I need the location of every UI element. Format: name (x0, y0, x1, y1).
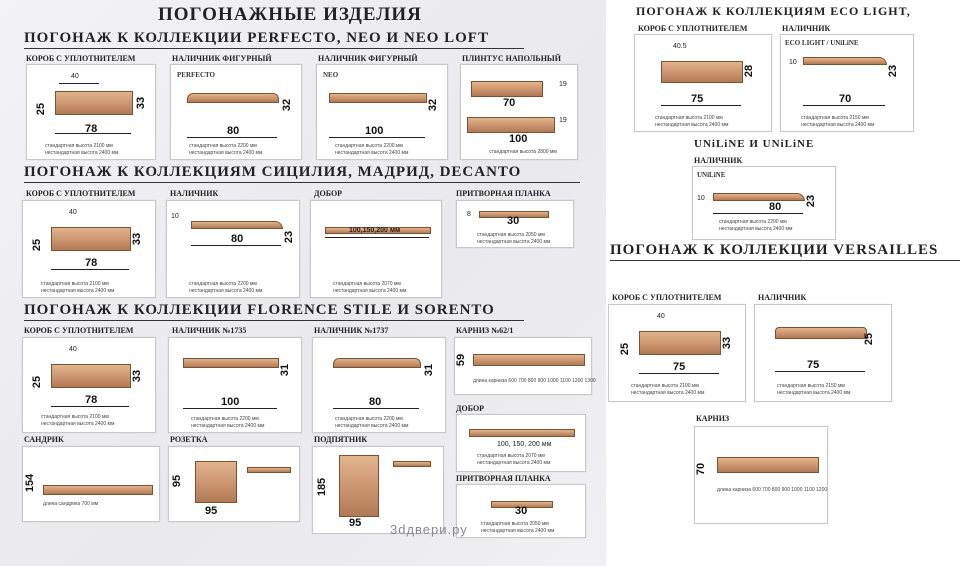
nal-ecolight-card (780, 34, 914, 132)
box-profile-card (634, 34, 772, 132)
dim-line (329, 137, 425, 138)
sandrik-label: САНДРИК (24, 435, 64, 444)
box-profile-shape (639, 331, 721, 355)
note-nonstandard: нестандартная высота 2400 мм (191, 423, 265, 429)
karniz-card (694, 426, 828, 524)
nal-sub: ECO LIGHT / UNiLiNE (785, 39, 859, 47)
nal-label: НАЛИЧНИК №1737 (314, 326, 389, 335)
box-label: КОРОБ С УПЛОТНИТЕЛЕМ (26, 189, 136, 198)
dim-line (191, 245, 281, 246)
rozetka-label: РОЗЕТКА (170, 435, 208, 444)
dim-height: 32 (281, 98, 294, 112)
plank-card (456, 200, 574, 248)
nal-1737-card (312, 337, 446, 433)
karniz-label: КАРНИЗ №62/1 (456, 326, 514, 335)
note-nonstandard: нестандартная высота 2400 мм (777, 390, 851, 396)
note-standard: стандартная высота 2050 мм (481, 521, 549, 527)
note-standard: стандартная высота 2150 мм (777, 383, 845, 389)
dim-width: 70 (503, 97, 516, 109)
dobor-shape (469, 429, 575, 437)
rozetka-shape (195, 461, 237, 503)
dim-height: 33 (721, 336, 734, 350)
dim-thickness: 10 (171, 213, 179, 220)
dim-depth: 25 (619, 342, 632, 356)
dim-line (51, 269, 129, 270)
dim-line (59, 83, 99, 84)
dobor-label: ДОБОР (456, 404, 485, 413)
podpyat-card (312, 446, 444, 534)
note-nonstandard: нестандартная высота 2400 мм (333, 288, 407, 294)
section-uniline-title: UNiLiNE И UNiLiNE (694, 138, 815, 150)
dim-width: 100, 150, 200 мм (497, 441, 552, 448)
note-nonstandard: нестандартная высота 2400 мм (719, 226, 793, 232)
note-standard: стандартная высота 2100 мм (655, 115, 723, 121)
plinth-shape-70 (471, 81, 543, 97)
karniz-shape (473, 354, 585, 366)
karniz-lengths: длина карниза 600 700 800 900 1000 1100 1200 (717, 487, 828, 493)
dim-width: 30 (507, 215, 520, 227)
nal-label: НАЛИЧНИК (170, 189, 219, 198)
dim-thickness: 10 (789, 59, 797, 66)
section-ecolight-title: ПОГОНАЖ К КОЛЛЕКЦИЯМ ECO LIGHT, (636, 4, 911, 18)
box-profile-card (22, 200, 156, 298)
note-nonstandard: нестандартная высота 2400 мм (189, 288, 263, 294)
note-nonstandard: нестандартная высота 2400 мм (41, 288, 115, 294)
dim-width: 100,150,200 мм (349, 227, 401, 234)
dim-width: 75 (673, 361, 686, 373)
nal-label: НАЛИЧНИК (782, 24, 831, 33)
dim-height: 95 (171, 474, 184, 488)
karniz-lengths: длина карниза 600 700 800 900 1000 1100 1200 1300 (473, 378, 596, 384)
dim-width: 75 (691, 93, 704, 105)
dim-width: 30 (515, 505, 528, 517)
dim-thickness: 8 (467, 211, 471, 218)
note-standard: стандартная высота 2100 мм (45, 143, 113, 149)
dobor-card (456, 414, 586, 472)
note-standard: стандартная высота 2050 мм (477, 232, 545, 238)
note-standard: стандартная высота 2100 мм (41, 281, 109, 287)
podpyat-label: ПОДПЯТНИК (314, 435, 368, 444)
dobor-label: ДОБОР (314, 189, 343, 198)
dim-width: 80 (769, 201, 782, 213)
plank-label: ПРИТВОРНАЯ ПЛАНКА (456, 474, 551, 483)
sandrik-card (22, 446, 160, 522)
box-label: КОРОБ С УПЛОТНИТЕЛЕМ (26, 54, 136, 63)
nal-label: НАЛИЧНИК ФИГУРНЫЙ (172, 54, 272, 63)
nal-shape (187, 93, 279, 103)
nal-perfecto-card (170, 64, 302, 160)
nal-shape (803, 57, 887, 65)
watermark: 3dдвери.ру (390, 522, 468, 537)
dim-height: 25 (863, 332, 876, 346)
dim-width: 80 (369, 396, 382, 408)
section-rule (24, 182, 580, 183)
nal-neo-card (316, 64, 448, 160)
dim-height: 70 (695, 462, 708, 476)
section-florence-title: ПОГОНАЖ К КОЛЛЕКЦИИ FLORENCE STILE И SORENTO (24, 302, 495, 318)
section-rule (24, 48, 524, 49)
dim-thickness: 10 (697, 195, 705, 202)
dim-width: 100 (221, 396, 240, 408)
note-standard: стандартная высота 2200 мм (335, 143, 403, 149)
note-standard: стандартная высота 2070 мм (477, 453, 545, 459)
dim-line (187, 137, 277, 138)
dim-width: 75 (807, 359, 820, 371)
note-nonstandard: нестандартная высота 2400 мм (41, 421, 115, 427)
note-nonstandard: нестандартная высота 2400 мм (477, 239, 551, 245)
box-label: КОРОБ С УПЛОТНИТЕЛЕМ (638, 24, 748, 33)
dim-line (661, 105, 741, 106)
dim-line (803, 105, 885, 106)
box-profile-card (608, 304, 746, 402)
dim-width: 95 (349, 517, 362, 529)
nal-label: НАЛИЧНИК №1735 (172, 326, 247, 335)
dim-height: 31 (423, 363, 436, 377)
sandrik-length: длина сандрика 700 мм (43, 501, 99, 507)
nal-shape (713, 193, 805, 201)
dim-height: 59 (455, 353, 468, 367)
nal-shape (775, 327, 867, 339)
dim-line (325, 237, 429, 238)
note-standard: стандартная высота 2200 мм (719, 219, 787, 225)
plinth-shape-100 (467, 117, 555, 133)
note-standard: стандартная высота 2800 мм (489, 149, 557, 155)
dim-height: 23 (283, 230, 296, 244)
nal-uniline-card (692, 166, 836, 240)
plinth-label: ПЛИНТУС НАПОЛЬНЫЙ (462, 54, 562, 63)
dim-width: 80 (231, 233, 244, 245)
section-perfecto-title: ПОГОНАЖ К КОЛЛЕКЦИИ PERFECTO, NEO И NEO LOFT (24, 30, 489, 46)
note-nonstandard: нестандартная высота 2400 мм (335, 423, 409, 429)
dim-height: 19 (559, 117, 567, 124)
note-nonstandard: нестандартная высота 2400 мм (481, 528, 555, 534)
note-nonstandard: нестандартная высота 2400 мм (801, 122, 875, 128)
plinth-card (460, 64, 578, 160)
podpyat-side-shape (393, 461, 431, 467)
box-profile-shape (51, 364, 131, 388)
note-nonstandard: нестандартная высота 2400 мм (631, 390, 705, 396)
dim-line (775, 371, 865, 372)
dim-height: 33 (135, 96, 148, 110)
nal-shape (191, 221, 283, 229)
nal-label: НАЛИЧНИК (694, 156, 743, 165)
nal-label: НАЛИЧНИК (758, 293, 807, 302)
dim-height: 19 (559, 81, 567, 88)
nal-shape (183, 358, 279, 368)
dim-width: 95 (205, 505, 218, 517)
dim-depth: 25 (31, 238, 44, 252)
dim-top: 40 (657, 313, 665, 320)
rozetka-side-shape (247, 467, 291, 473)
karniz-shape (717, 457, 819, 473)
dim-height: 154 (24, 473, 37, 493)
nal-1735-card (168, 337, 302, 433)
section-rule (24, 320, 524, 321)
dim-top: 40 (69, 346, 77, 353)
dim-line (333, 408, 419, 409)
plank-label: ПРИТВОРНАЯ ПЛАНКА (456, 189, 551, 198)
note-standard: стандартная высота 2200 мм (191, 416, 259, 422)
note-standard: стандартная высота 2200 мм (189, 143, 257, 149)
dim-height: 23 (887, 64, 900, 78)
dim-line (183, 408, 277, 409)
dim-width: 78 (85, 394, 98, 406)
note-nonstandard: нестандартная высота 2400 мм (335, 150, 409, 156)
section-rule (610, 260, 960, 261)
nal-versailles-card (754, 304, 892, 402)
dim-top: 40 (69, 209, 77, 216)
dim-width: 78 (85, 257, 98, 269)
dim-height: 23 (805, 194, 818, 208)
podpyat-shape (339, 455, 379, 517)
rozetka-card (168, 446, 300, 522)
nal-shape (329, 93, 427, 103)
nal-shape (333, 358, 421, 368)
plank-card (456, 484, 586, 538)
box-profile-shape (661, 61, 743, 83)
sandrik-shape (43, 485, 153, 495)
dim-height: 33 (131, 369, 144, 383)
note-standard: стандартная высота 2200 мм (189, 281, 257, 287)
box-profile-card (26, 64, 156, 160)
dim-height: 185 (316, 477, 329, 497)
dim-width: 100 (365, 125, 384, 137)
dim-height: 33 (131, 232, 144, 246)
dim-depth: 25 (31, 375, 44, 389)
note-standard: стандартная высота 2200 мм (335, 416, 403, 422)
dim-width: 78 (85, 123, 98, 135)
note-nonstandard: нестандартная высота 2400 мм (189, 150, 263, 156)
dim-height: 32 (427, 98, 440, 112)
nal-sub: UNiLiNE (697, 171, 726, 179)
box-label: КОРОБ С УПЛОТНИТЕЛЕМ (612, 293, 722, 302)
dim-line (639, 373, 719, 374)
dim-top: 40.5 (673, 43, 687, 50)
dim-height: 28 (743, 64, 756, 78)
note-standard: стандартная высота 2070 мм (333, 281, 401, 287)
box-profile-shape (51, 227, 131, 251)
dim-line (51, 406, 129, 407)
nal-label: НАЛИЧНИК ФИГУРНЫЙ (318, 54, 418, 63)
note-standard: стандартная высота 2150 мм (801, 115, 869, 121)
karniz-card (454, 337, 596, 395)
nal-sub: NEO (323, 71, 339, 79)
box-label: КОРОБ С УПЛОТНИТЕЛЕМ (24, 326, 134, 335)
note-standard: стандартная высота 2100 мм (631, 383, 699, 389)
section-versailles-title: ПОГОНАЖ К КОЛЛЕКЦИИ VERSAILLES (610, 242, 939, 258)
box-profile-card (22, 337, 156, 433)
dim-depth: 25 (35, 102, 48, 116)
dim-line (713, 213, 803, 214)
dim-top: 40 (71, 73, 79, 80)
dobor-card (310, 200, 442, 298)
note-nonstandard: нестандартная высота 2400 мм (655, 122, 729, 128)
note-nonstandard: нестандартная высота 2400 мм (45, 150, 119, 156)
main-title: ПОГОНАЖНЫЕ ИЗДЕЛИЯ (158, 4, 422, 25)
box-profile-shape (55, 91, 133, 115)
karniz-label: КАРНИЗ (696, 414, 730, 423)
dim-height: 31 (279, 363, 292, 377)
note-nonstandard: нестандартная высота 2400 мм (477, 460, 551, 466)
nal-card (166, 200, 300, 298)
dim-width: 100 (509, 133, 528, 145)
dim-width: 80 (227, 125, 240, 137)
section-sicilia-title: ПОГОНАЖ К КОЛЛЕКЦИЯМ СИЦИЛИЯ, МАДРИД, DECANTO (24, 164, 522, 180)
dim-width: 70 (839, 93, 852, 105)
nal-sub: PERFECTO (177, 71, 215, 79)
note-standard: стандартная высота 2100 мм (41, 414, 109, 420)
